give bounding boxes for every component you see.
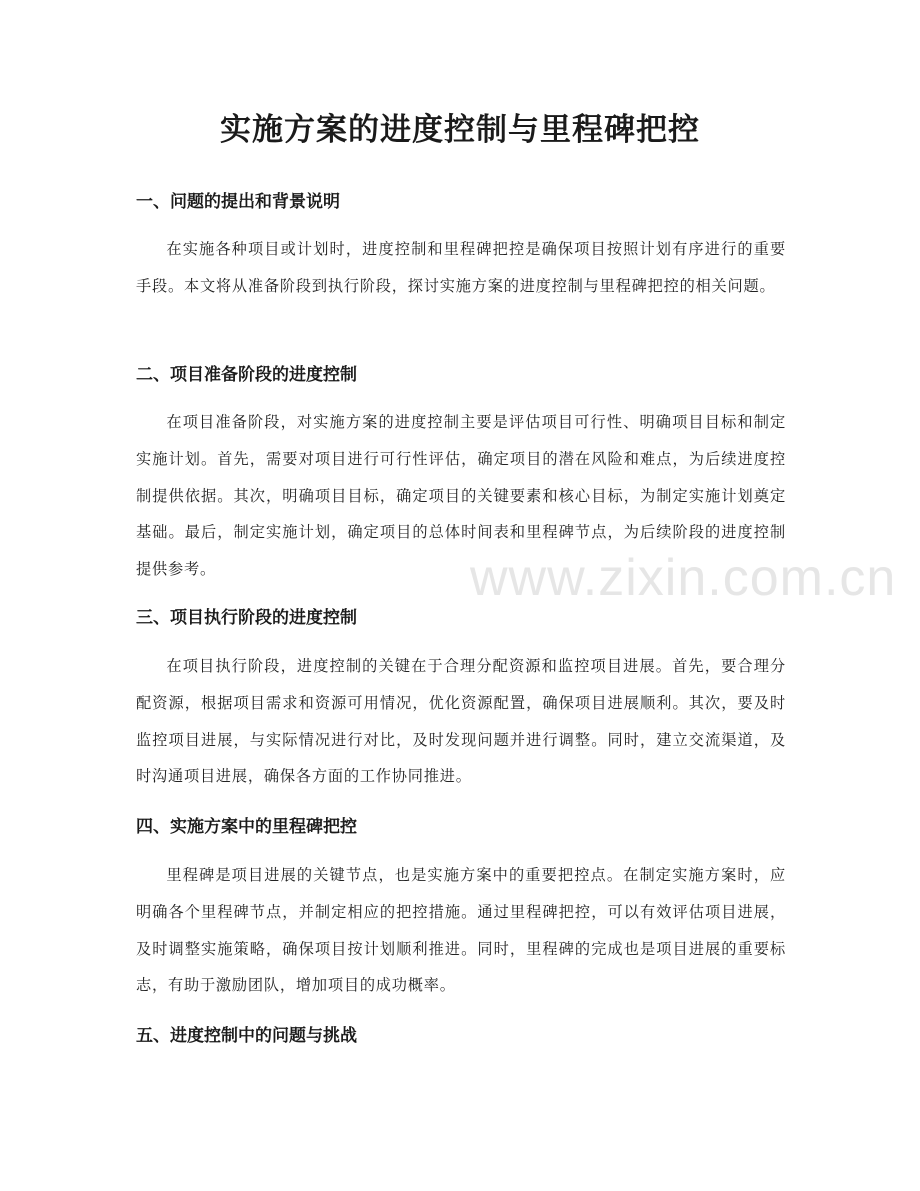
section-paragraph-4: 里程碑是项目进展的关键节点，也是实施方案中的重要把控点。在制定实施方案时，应明确各个里程碑节点，并制定相应的把控措施。通过里程碑把控，可以有效评估项目进展，及时调整实施策略，确保项目按计划顺利推进。同时，里程碑的完成也是项目进展的重要标志，有助于激励团队，增加项目的成功概率。 xyxy=(136,866,786,995)
section-heading-1: 一、问题的提出和背景说明 xyxy=(136,192,340,212)
document-title: 实施方案的进度控制与里程碑把控 xyxy=(220,112,700,148)
section-paragraph-2: 在项目准备阶段，对实施方案的进度控制主要是评估项目可行性、明确项目目标和制定实施计划。首先，需要对项目进行可行性评估，确定项目的潜在风险和难点，为后续进度控制提供依据。其次，明确项目目标，确定项目的关键要素和核心目标，为制定实施计划奠定基础。最后，制定实施计划，确定项目的总体时间表和里程碑节点，为后续阶段的进度控制提供参考。 xyxy=(136,413,786,579)
section-heading-5: 五、进度控制中的问题与挑战 xyxy=(136,1026,357,1046)
section-heading-3: 三、项目执行阶段的进度控制 xyxy=(136,608,357,628)
section-paragraph-1: 在实施各种项目或计划时，进度控制和里程碑把控是确保项目按照计划有序进行的重要手段。本文将从准备阶段到执行阶段，探讨实施方案的进度控制与里程碑把控的相关问题。 xyxy=(136,240,786,295)
section-heading-2: 二、项目准备阶段的进度控制 xyxy=(136,365,357,385)
section-heading-4: 四、实施方案中的里程碑把控 xyxy=(136,817,357,837)
watermark: www.zixin.com.cn xyxy=(470,549,897,607)
section-paragraph-3: 在项目执行阶段，进度控制的关键在于合理分配资源和监控项目进展。首先，要合理分配资源，根据项目需求和资源可用情况，优化资源配置，确保项目进展顺利。其次，要及时监控项目进展，与实际情况进行对比，及时发现问题并进行调整。同时，建立交流渠道，及时沟通项目进展，确保各方面的工作协同推进。 xyxy=(136,657,786,786)
